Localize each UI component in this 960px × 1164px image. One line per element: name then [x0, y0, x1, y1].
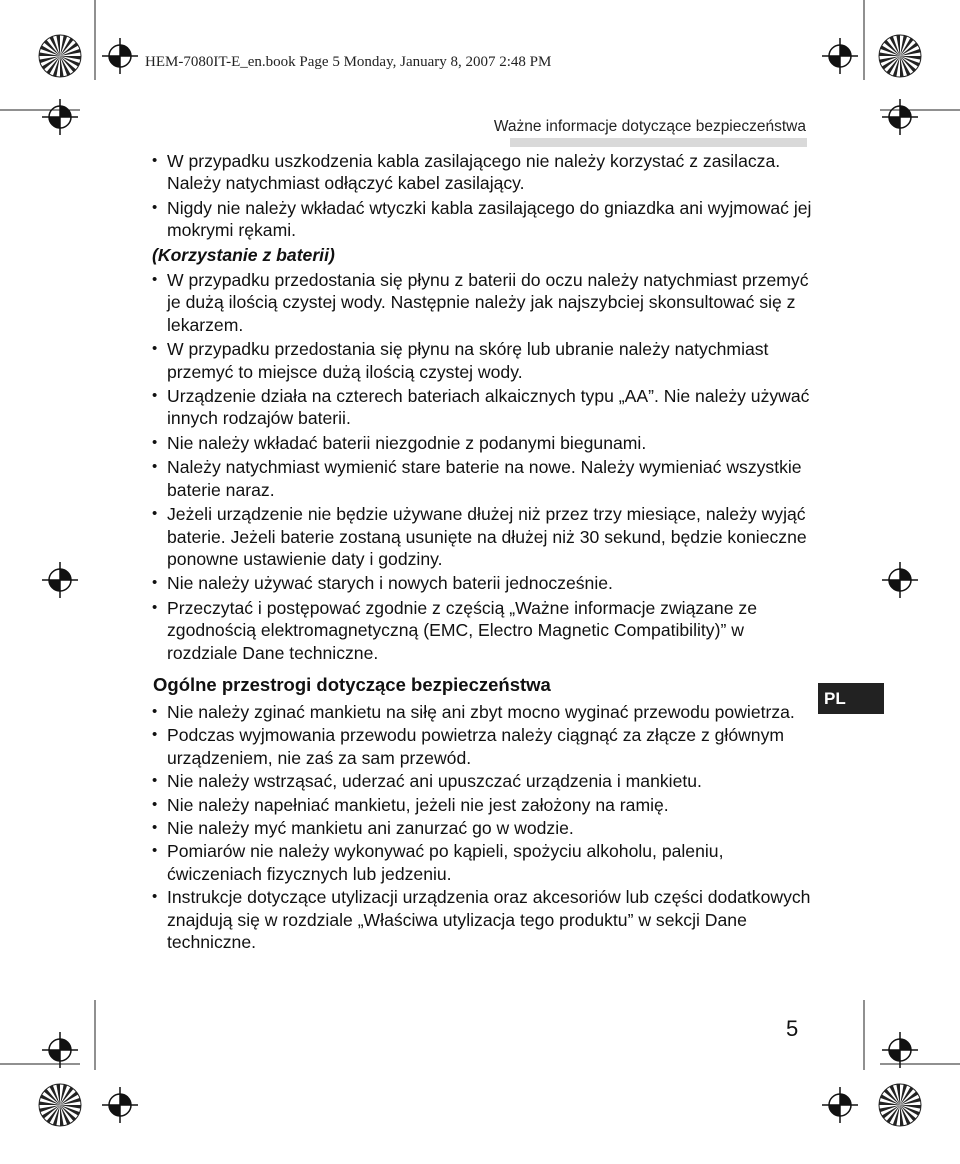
list-item: • Nigdy nie należy wkładać wtyczki kabla zasilającego do gniazdka ani wyjmować jej mokrymi rękami.: [152, 197, 812, 242]
list-item: • Urządzenie działa na czterech bateriach alkaicznych typu „AA”. Nie należy używać innych rodzajów baterii.: [152, 385, 812, 430]
list-item: • Nie należy wkładać baterii niezgodnie z podanymi biegunami.: [152, 432, 812, 454]
list-item: • Pomiarów nie należy wykonywać po kąpieli, spożyciu alkoholu, paleniu, ćwiczeniach fizycznych lub jedzeniu.: [152, 840, 812, 885]
list-item: • Podczas wyjmowania przewodu powietrza należy ciągnąć za złącze z głównym urządzeniem, nie zaś za sam przewód.: [152, 724, 812, 769]
radial-target-icon: [39, 35, 81, 77]
header-title: Ważne informacje dotyczące bezpieczeństwa: [493, 118, 806, 135]
intro-list: [152, 150, 812, 242]
list-item: • Jeżeli urządzenie nie będzie używane dłużej niż przez trzy miesiące, należy wyjąć baterie. Jeżeli baterie zostaną usunięte na dłużej niż 30 sekund, będzie konieczne ponowne ustawienie daty i godziny.: [152, 503, 812, 570]
book-info-line: HEM-7080IT-E_en.book Page 5 Monday, January 8, 2007 2:48 PM: [145, 54, 552, 70]
battery-list: [152, 269, 812, 664]
list-item: • Instrukcje dotyczące utylizacji urządzenia oraz akcesoriów lub części dodatkowych znajdują się w rozdziale „Właściwa utylizacja tego produktu” w sekcji Dane techniczne.: [152, 886, 812, 953]
list-item: • Należy natychmiast wymienić stare baterie na nowe. Należy wymieniać wszystkie baterie naraz.: [152, 456, 812, 501]
list-item: • Nie należy używać starych i nowych baterii jednocześnie.: [152, 572, 812, 594]
list-item: • Nie należy wstrząsać, uderzać ani upuszczać urządzenia i mankietu.: [152, 770, 812, 792]
list-item: • W przypadku uszkodzenia kabla zasilającego nie należy korzystać z zasilacza. Należy natychmiast odłączyć kabel zasilający.: [152, 150, 812, 195]
section-heading: Ogólne przestrogi dotyczące bezpieczeństwa: [153, 673, 551, 695]
list-item: • Nie należy myć mankietu ani zanurzać go w wodzie.: [152, 817, 812, 839]
list-item: • W przypadku przedostania się płynu z baterii do oczu należy natychmiast przemyć je dużą ilością czystej wody. Następnie należy jak najszybciej skonsultować się z lekarzem.: [152, 269, 812, 336]
radial-target-icon: [879, 1084, 921, 1126]
radial-target-icon: [39, 1084, 81, 1126]
list-item: • Nie należy zginać mankietu na siłę ani zbyt mocno wyginać przewodu powietrza.: [152, 701, 812, 723]
registration-mark-icon: [102, 38, 138, 74]
language-tab: PL: [818, 683, 884, 714]
page-number: 5: [786, 1016, 799, 1041]
radial-target-icon: [879, 35, 921, 77]
battery-heading: (Korzystanie z baterii): [152, 244, 335, 265]
list-item: • W przypadku przedostania się płynu na skórę lub ubranie należy natychmiast przemyć to miejsce dużą ilością czystej wody.: [152, 338, 812, 383]
header-rule: [510, 138, 807, 147]
content-area: [152, 150, 812, 954]
list-item: • Przeczytać i postępować zgodnie z częścią „Ważne informacje związane ze zgodnością elektromagnetyczną (EMC, Electro Magnetic Compatibility)” w rozdziale Dane techniczne.: [152, 597, 812, 664]
general-list: [152, 701, 812, 953]
list-item: • Nie należy napełniać mankietu, jeżeli nie jest założony na ramię.: [152, 794, 812, 816]
